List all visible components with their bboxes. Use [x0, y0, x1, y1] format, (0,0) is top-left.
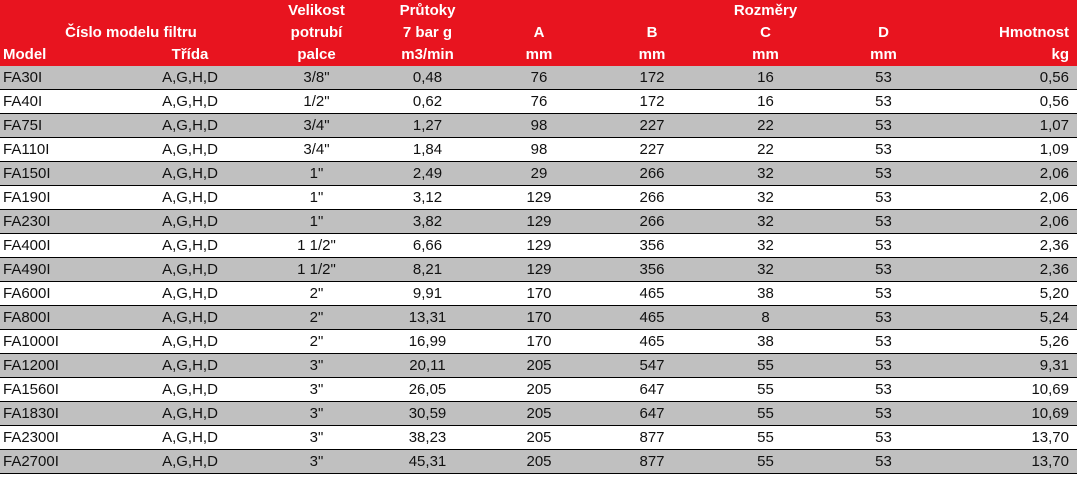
cell-trida: A,G,H,D [118, 378, 262, 402]
cell-a: 205 [484, 450, 594, 474]
cell-b: 227 [594, 114, 710, 138]
cell-hmotnost: 2,06 [946, 186, 1077, 210]
cell-velikost: 3" [262, 378, 371, 402]
cell-a: 170 [484, 330, 594, 354]
cell-c: 32 [710, 162, 821, 186]
cell-model: FA1200I [0, 354, 118, 378]
cell-velikost: 2" [262, 282, 371, 306]
table-row [0, 402, 1077, 426]
header-cislo-modelu: Číslo modelu filtru [0, 22, 262, 44]
cell-a: 205 [484, 402, 594, 426]
cell-c: 55 [710, 354, 821, 378]
cell-hmotnost: 5,24 [946, 306, 1077, 330]
header-c-unit: mm [710, 44, 821, 66]
cell-d: 53 [821, 282, 946, 306]
cell-d: 53 [821, 186, 946, 210]
cell-a: 29 [484, 162, 594, 186]
header-bar: 7 bar g [371, 22, 484, 44]
cell-prutok: 45,31 [371, 450, 484, 474]
cell-model: FA400I [0, 234, 118, 258]
table-row [0, 138, 1077, 162]
cell-model: FA150I [0, 162, 118, 186]
cell-trida: A,G,H,D [118, 426, 262, 450]
cell-b: 172 [594, 90, 710, 114]
table-row [0, 210, 1077, 234]
cell-hmotnost: 1,07 [946, 114, 1077, 138]
cell-prutok: 13,31 [371, 306, 484, 330]
cell-prutok: 2,49 [371, 162, 484, 186]
cell-trida: A,G,H,D [118, 138, 262, 162]
table-row [0, 186, 1077, 210]
cell-trida: A,G,H,D [118, 402, 262, 426]
cell-model: FA2300I [0, 426, 118, 450]
cell-b: 465 [594, 306, 710, 330]
cell-velikost: 1" [262, 210, 371, 234]
cell-a: 170 [484, 306, 594, 330]
cell-d: 53 [821, 234, 946, 258]
cell-c: 32 [710, 186, 821, 210]
cell-c: 8 [710, 306, 821, 330]
cell-d: 53 [821, 162, 946, 186]
cell-trida: A,G,H,D [118, 258, 262, 282]
cell-c: 38 [710, 282, 821, 306]
cell-trida: A,G,H,D [118, 90, 262, 114]
cell-c: 38 [710, 330, 821, 354]
cell-c: 32 [710, 210, 821, 234]
cell-c: 55 [710, 426, 821, 450]
cell-hmotnost: 2,06 [946, 210, 1077, 234]
cell-prutok: 20,11 [371, 354, 484, 378]
header-prutoky: Průtoky [371, 0, 484, 22]
cell-d: 53 [821, 258, 946, 282]
cell-trida: A,G,H,D [118, 210, 262, 234]
cell-model: FA110I [0, 138, 118, 162]
cell-c: 22 [710, 114, 821, 138]
cell-trida: A,G,H,D [118, 114, 262, 138]
header-c: C [710, 22, 821, 44]
cell-a: 98 [484, 114, 594, 138]
cell-velikost: 3" [262, 402, 371, 426]
cell-hmotnost: 5,20 [946, 282, 1077, 306]
cell-model: FA490I [0, 258, 118, 282]
header-b: B [594, 22, 710, 44]
cell-d: 53 [821, 306, 946, 330]
cell-velikost: 3/4" [262, 114, 371, 138]
cell-b: 877 [594, 426, 710, 450]
cell-c: 16 [710, 90, 821, 114]
cell-velikost: 2" [262, 330, 371, 354]
cell-prutok: 0,62 [371, 90, 484, 114]
cell-d: 53 [821, 138, 946, 162]
cell-hmotnost: 10,69 [946, 378, 1077, 402]
cell-d: 53 [821, 90, 946, 114]
cell-hmotnost: 13,70 [946, 450, 1077, 474]
cell-b: 356 [594, 258, 710, 282]
table-row [0, 306, 1077, 330]
cell-velikost: 1 1/2" [262, 258, 371, 282]
table-row [0, 450, 1077, 474]
cell-hmotnost: 0,56 [946, 66, 1077, 90]
cell-velikost: 2" [262, 306, 371, 330]
header-a-unit: mm [484, 44, 594, 66]
cell-prutok: 38,23 [371, 426, 484, 450]
cell-trida: A,G,H,D [118, 330, 262, 354]
cell-a: 129 [484, 258, 594, 282]
table-row [0, 378, 1077, 402]
cell-prutok: 1,84 [371, 138, 484, 162]
cell-model: FA1000I [0, 330, 118, 354]
cell-prutok: 3,82 [371, 210, 484, 234]
cell-prutok: 3,12 [371, 186, 484, 210]
cell-b: 647 [594, 378, 710, 402]
cell-a: 129 [484, 210, 594, 234]
cell-b: 877 [594, 450, 710, 474]
table-row [0, 258, 1077, 282]
cell-b: 266 [594, 186, 710, 210]
cell-a: 129 [484, 234, 594, 258]
cell-trida: A,G,H,D [118, 282, 262, 306]
cell-model: FA40I [0, 90, 118, 114]
cell-velikost: 3/4" [262, 138, 371, 162]
cell-prutok: 9,91 [371, 282, 484, 306]
cell-velikost: 1" [262, 162, 371, 186]
cell-d: 53 [821, 378, 946, 402]
cell-prutok: 6,66 [371, 234, 484, 258]
cell-prutok: 8,21 [371, 258, 484, 282]
cell-a: 170 [484, 282, 594, 306]
cell-a: 76 [484, 90, 594, 114]
cell-velikost: 3/8" [262, 66, 371, 90]
cell-d: 53 [821, 66, 946, 90]
cell-hmotnost: 1,09 [946, 138, 1077, 162]
cell-d: 53 [821, 330, 946, 354]
header-b-unit: mm [594, 44, 710, 66]
cell-c: 32 [710, 258, 821, 282]
cell-hmotnost: 9,31 [946, 354, 1077, 378]
cell-hmotnost: 10,69 [946, 402, 1077, 426]
table-row [0, 354, 1077, 378]
cell-prutok: 0,48 [371, 66, 484, 90]
cell-b: 356 [594, 234, 710, 258]
cell-a: 129 [484, 186, 594, 210]
cell-d: 53 [821, 210, 946, 234]
table-header [0, 0, 1077, 66]
cell-prutok: 1,27 [371, 114, 484, 138]
cell-d: 53 [821, 354, 946, 378]
cell-hmotnost: 13,70 [946, 426, 1077, 450]
cell-a: 205 [484, 378, 594, 402]
cell-a: 205 [484, 354, 594, 378]
cell-d: 53 [821, 402, 946, 426]
cell-trida: A,G,H,D [118, 354, 262, 378]
cell-model: FA600I [0, 282, 118, 306]
cell-hmotnost: 0,56 [946, 90, 1077, 114]
cell-model: FA2700I [0, 450, 118, 474]
table-row [0, 66, 1077, 90]
table-row [0, 162, 1077, 186]
cell-trida: A,G,H,D [118, 306, 262, 330]
cell-velikost: 3" [262, 426, 371, 450]
table-row [0, 426, 1077, 450]
cell-velikost: 3" [262, 354, 371, 378]
table-body [0, 66, 1077, 474]
header-hmotnost: Hmotnost [946, 22, 1077, 44]
cell-model: FA230I [0, 210, 118, 234]
cell-model: FA800I [0, 306, 118, 330]
cell-model: FA30I [0, 66, 118, 90]
header-a: A [484, 22, 594, 44]
cell-c: 22 [710, 138, 821, 162]
cell-trida: A,G,H,D [118, 450, 262, 474]
cell-b: 647 [594, 402, 710, 426]
header-model: Model [0, 44, 118, 66]
cell-model: FA75I [0, 114, 118, 138]
header-palce: palce [262, 44, 371, 66]
cell-velikost: 1 1/2" [262, 234, 371, 258]
cell-prutok: 26,05 [371, 378, 484, 402]
cell-prutok: 30,59 [371, 402, 484, 426]
cell-hmotnost: 2,36 [946, 234, 1077, 258]
cell-b: 465 [594, 330, 710, 354]
table-row [0, 114, 1077, 138]
cell-trida: A,G,H,D [118, 186, 262, 210]
header-d-unit: mm [821, 44, 946, 66]
cell-hmotnost: 5,26 [946, 330, 1077, 354]
cell-d: 53 [821, 450, 946, 474]
cell-hmotnost: 2,36 [946, 258, 1077, 282]
header-potrubi: potrubí [262, 22, 371, 44]
cell-b: 227 [594, 138, 710, 162]
cell-b: 465 [594, 282, 710, 306]
cell-d: 53 [821, 426, 946, 450]
cell-velikost: 3" [262, 450, 371, 474]
cell-c: 32 [710, 234, 821, 258]
header-d: D [821, 22, 946, 44]
cell-hmotnost: 2,06 [946, 162, 1077, 186]
header-unit-flow: m3/min [371, 44, 484, 66]
cell-velikost: 1" [262, 186, 371, 210]
cell-d: 53 [821, 114, 946, 138]
cell-b: 266 [594, 162, 710, 186]
cell-b: 547 [594, 354, 710, 378]
table-row [0, 90, 1077, 114]
cell-c: 55 [710, 378, 821, 402]
cell-a: 98 [484, 138, 594, 162]
cell-trida: A,G,H,D [118, 162, 262, 186]
cell-c: 16 [710, 66, 821, 90]
cell-prutok: 16,99 [371, 330, 484, 354]
cell-model: FA1560I [0, 378, 118, 402]
header-velikost: Velikost [262, 0, 371, 22]
table-row [0, 282, 1077, 306]
table-row [0, 330, 1077, 354]
header-kg: kg [946, 44, 1077, 66]
cell-trida: A,G,H,D [118, 66, 262, 90]
cell-b: 172 [594, 66, 710, 90]
cell-model: FA1830I [0, 402, 118, 426]
header-rozmery: Rozměry [710, 0, 821, 22]
cell-a: 76 [484, 66, 594, 90]
cell-trida: A,G,H,D [118, 234, 262, 258]
cell-velikost: 1/2" [262, 90, 371, 114]
cell-model: FA190I [0, 186, 118, 210]
header-trida: Třída [118, 44, 262, 66]
cell-b: 266 [594, 210, 710, 234]
cell-c: 55 [710, 402, 821, 426]
cell-a: 205 [484, 426, 594, 450]
cell-c: 55 [710, 450, 821, 474]
table-row [0, 234, 1077, 258]
